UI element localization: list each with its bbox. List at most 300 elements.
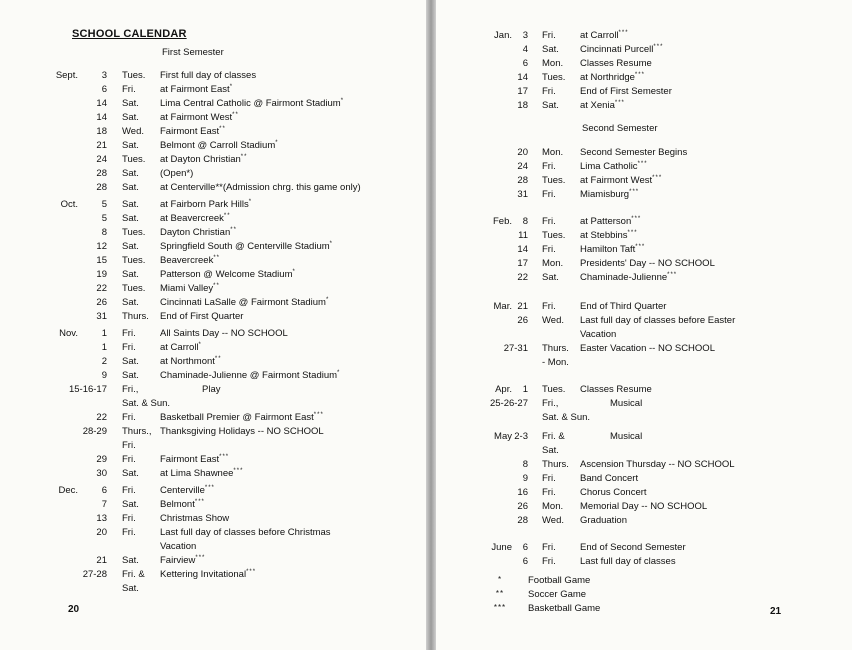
row-event-text: Last full day of classes before Easter [580,315,736,326]
row-weekday: Sat. [122,241,139,252]
row-event-text: Dayton Christian [160,227,231,238]
row-weekday: Sat. [122,269,139,280]
row-event [160,112,239,123]
row-weekday: Fri. [542,556,556,567]
row-event-text: Hamilton Taft [580,244,636,255]
page-number-right: 21 [770,606,782,617]
row-weekday: Sat. [542,100,559,111]
row-day: 26 [517,501,528,512]
row-day: 15 [96,255,107,266]
row-day: 17 [517,258,528,269]
row-day: 17 [517,86,528,97]
row-event [160,499,205,510]
row-event-text: End of Third Quarter [580,301,667,312]
row-day: 21 [96,555,107,566]
row-weekday: Sat. [122,499,139,510]
row-event-text: at Fairmont West [160,112,233,123]
row-day: 28 [96,182,107,193]
row-event [580,147,687,158]
row-day: 29 [96,454,107,465]
row-month: Jan. [494,30,512,41]
row-event-text: Patterson @ Welcome Stadium [160,269,293,280]
row-event [580,86,672,97]
row-day: 21 [517,301,528,312]
row-weekday: Tues. [122,255,146,266]
row-event-text: Cincinnati Purcell [580,44,654,55]
row-event-text: Chorus Concert [580,487,647,498]
row-event-text: Thanksgiving Holidays -- NO SCHOOL [160,426,324,437]
row-event [580,315,735,326]
row-event [160,513,229,524]
game-type-marker: *** [195,555,206,561]
row-event [160,541,196,552]
row-event [160,283,220,294]
row-month: Feb. [492,216,512,227]
row-day: 3 [101,70,107,81]
row-day: 24 [96,154,107,165]
row-event-text: Miamisburg [580,189,630,200]
row-day: 1 [101,342,107,353]
row-event [160,485,215,496]
legend-symbol: * [497,575,503,584]
row-event-text: at Lima Shawnee [160,468,234,479]
row-event [610,398,642,409]
row-event [580,343,715,354]
row-day: 28-29 [82,426,107,437]
row-event-text: at Fairborn Park Hills [160,199,249,210]
row-event-text: Lima Central Catholic @ Fairmont Stadium [160,98,341,109]
row-day: 1 [101,328,107,339]
row-weekday: Sat. [542,44,559,55]
row-weekday: Tues. [122,227,146,238]
row-weekday: Fri. [542,301,556,312]
row-weekday: Tues. [542,72,566,83]
row-event-text: Musical [610,398,643,409]
row-event [580,459,735,470]
row-day: 5 [101,199,107,210]
row-event-text: Kettering Invitational [160,569,247,580]
row-day: 7 [101,499,107,510]
row-event-text: End of First Semester [580,86,672,97]
row-day: 14 [517,72,528,83]
row-weekday: Sat. & Sun. [122,398,171,409]
row-event-text: End of Second Semester [580,542,686,553]
row-weekday: Fri. & [542,431,565,442]
row-weekday: Thurs. [122,311,149,322]
row-event [580,44,663,55]
row-event [160,370,340,381]
row-day: 20 [96,527,107,538]
row-weekday: Thurs. [542,459,569,470]
row-weekday: Fri. [122,454,136,465]
row-day: 28 [517,515,528,526]
row-weekday: Fri. [542,86,556,97]
page-number-left: 20 [68,604,80,615]
row-weekday: Fri. & [122,569,145,580]
row-weekday: Sat. [122,199,139,210]
row-event-text: Cincinnati LaSalle @ Fairmont Stadium [160,297,326,308]
row-day: 2-3 [514,431,528,442]
row-weekday: Sat. [122,168,139,179]
game-type-marker: *** [635,244,646,250]
game-type-marker: ** [230,227,237,233]
row-event-text: Beavercreek [160,255,214,266]
row-event-text: Vacation [580,329,617,340]
row-event [580,161,648,172]
row-event-text: Chaminade-Julienne @ Fairmont Stadium [160,370,338,381]
row-day: 27-31 [503,343,528,354]
game-type-marker: ** [223,213,231,219]
semester-heading-second: Second Semester [582,123,658,134]
row-event [580,473,638,484]
row-day: 14 [96,98,107,109]
row-day: 12 [96,241,107,252]
row-day: 6 [101,84,107,95]
game-type-marker: *** [634,72,645,78]
row-event [160,328,288,339]
row-event-text: Classes Resume [580,384,652,395]
row-day: 1 [522,384,528,395]
row-event [610,431,642,442]
row-weekday: Tues. [122,283,146,294]
row-day: 27-28 [82,569,107,580]
row-event-text: All Saints Day -- NO SCHOOL [160,328,288,339]
semester-heading-first: First Semester [162,47,224,58]
row-day: 6 [522,542,528,553]
row-event [160,140,279,151]
row-weekday: Mon. [542,58,564,69]
row-weekday: Sat. [122,555,139,566]
row-day: 9 [522,473,528,484]
row-day: 5 [101,213,107,224]
row-event [160,412,324,423]
row-weekday: Wed. [542,315,565,326]
row-month: May [494,431,512,442]
row-event [160,426,324,437]
row-event-text: End of First Quarter [160,311,244,322]
row-event [160,356,222,367]
game-type-marker: * [325,297,330,303]
row-month: Oct. [60,199,78,210]
row-day: 26 [96,297,107,308]
row-event-text: Band Concert [580,473,639,484]
legend-item [480,575,680,588]
row-weekday: Fri. [122,513,136,524]
row-event [580,230,638,241]
row-weekday: Tues. [542,384,566,395]
row-event-text: Presidents' Day -- NO SCHOOL [580,258,715,269]
row-day: 18 [517,100,528,111]
game-type-marker: ** [213,255,221,261]
row-event [580,272,677,283]
row-weekday: Tues. [122,154,146,165]
legend-label: Football Game [528,575,591,586]
row-weekday: Sat. [122,297,139,308]
row-event-text: Last full day of classes before Christmas [160,527,331,538]
row-event-text: at Xenia [580,100,615,111]
row-event [580,175,662,186]
row-weekday: Tues. [542,230,566,241]
row-day: 24 [517,161,528,172]
row-event-text: at Patterson [580,216,632,227]
row-weekday: Fri. [122,412,136,423]
row-day: 8 [522,459,528,470]
row-event-text: at Carroll [160,342,199,353]
row-day: 8 [522,216,528,227]
row-day: 6 [522,556,528,567]
row-event-text: at Stebbins [580,230,628,241]
row-event [580,301,666,312]
row-weekday: Wed. [542,515,565,526]
game-type-marker: * [198,342,202,348]
row-day: 21 [96,140,107,151]
legend-label: Soccer Game [528,589,587,600]
row-event-text: Memorial Day -- NO SCHOOL [580,501,708,512]
row-event [580,30,629,41]
row-day: 26 [517,315,528,326]
row-event [580,216,641,227]
right-page [436,0,852,650]
game-type-marker: * [337,370,341,376]
row-event-text: Easter Vacation -- NO SCHOOL [580,343,715,354]
row-weekday: Fri. [542,30,556,41]
row-event [160,468,243,479]
row-event [160,555,205,566]
row-weekday: Fri. [542,542,556,553]
game-type-marker: *** [204,485,215,491]
row-day: 19 [96,269,107,280]
legend-label: Basketball Game [528,603,601,614]
row-event-text: Basketball Premier @ Fairmont East [160,412,314,423]
row-weekday: Fri., [542,398,559,409]
row-event [160,454,229,465]
row-event-text: Belmont @ Carroll Stadium [160,140,276,151]
game-type-marker: * [329,241,333,247]
game-type-marker: *** [233,468,244,474]
row-weekday: Fri. [122,84,136,95]
game-type-marker: ** [219,126,226,132]
row-event-text: Second Semester Begins [580,147,688,158]
row-event [160,98,344,109]
row-weekday: Sat. [122,468,139,479]
row-event-text: First full day of classes [160,70,257,81]
row-weekday: Fri. [122,328,136,339]
game-type-marker: *** [627,230,638,236]
row-day: 9 [101,370,107,381]
row-weekday: Mon. [542,258,564,269]
row-day: 3 [522,30,528,41]
row-weekday: Fri. [122,440,136,451]
row-weekday: Sat. [122,112,139,123]
game-type-marker: * [275,140,279,146]
row-day: 18 [96,126,107,137]
legend-item [480,589,680,602]
row-event-text: Classes Resume [580,58,652,69]
game-type-marker: *** [667,272,678,278]
game-type-marker: ** [214,356,222,362]
row-event [580,58,652,69]
row-weekday: Sat. [122,213,139,224]
row-weekday: Fri. [122,485,136,496]
row-event [580,542,686,553]
row-day: 4 [522,44,528,55]
row-weekday: Sat. [122,370,139,381]
row-event-text: Fairmont East [160,454,220,465]
game-type-marker: *** [629,189,640,195]
row-event-text: (Open*) [160,168,194,179]
row-weekday: Tues. [122,70,146,81]
row-day: 6 [522,58,528,69]
row-event [160,168,193,179]
row-day: 31 [96,311,107,322]
game-type-marker: * [292,269,296,275]
row-event-text: at Northmont [160,356,215,367]
row-day: 13 [96,513,107,524]
row-event [160,241,333,252]
row-event [160,311,243,322]
row-month: June [491,542,512,553]
game-type-marker: * [248,199,253,205]
row-day: 6 [101,485,107,496]
row-weekday: Fri. [542,244,556,255]
row-event-text: Lima Catholic [580,161,638,172]
row-day: 11 [518,230,528,241]
row-event [160,297,329,308]
game-type-marker: ** [240,154,248,160]
row-day: 30 [96,468,107,479]
row-day: 25-26-27 [489,398,528,409]
row-day: 22 [96,283,107,294]
calendar-title: SCHOOL CALENDAR [72,28,187,40]
row-event-text: Fairview [160,555,196,566]
row-weekday: Sat. & Sun. [542,412,591,423]
row-event-text: Belmont [160,499,195,510]
row-day: 20 [517,147,528,158]
row-event [160,527,331,538]
row-event-text: Christmas Show [160,513,230,524]
row-event [580,501,707,512]
row-weekday: Fri. [542,161,556,172]
row-weekday: Sat. [122,140,139,151]
row-event [160,154,247,165]
game-type-marker: * [340,98,345,104]
row-weekday: - Mon. [542,357,569,368]
row-weekday: Sat. [122,98,139,109]
row-weekday: Thurs., [122,426,152,437]
legend-symbol: *** [493,603,507,612]
row-event [160,269,296,280]
row-weekday: Thurs. [542,343,569,354]
row-day: 28 [517,175,528,186]
row-event [580,487,647,498]
row-event [580,515,627,526]
row-month: Mar. [493,301,512,312]
row-weekday: Sat. [542,445,559,456]
row-month: Dec. [58,485,78,496]
row-event-text: Miami Valley [160,283,214,294]
row-event-text: at Fairmont East [160,84,230,95]
legend-item [480,603,680,616]
game-type-marker: *** [313,412,324,418]
row-event [580,244,645,255]
row-day: 14 [517,244,528,255]
row-event [580,100,625,111]
row-event-text: Musical [610,431,643,442]
row-weekday: Mon. [542,501,564,512]
row-event [580,384,652,395]
row-day: 22 [96,412,107,423]
row-day: 22 [517,272,528,283]
row-event-text: at Northridge [580,72,635,83]
game-type-marker: *** [631,216,642,222]
row-month: Sept. [55,70,78,81]
row-month: Apr. [495,384,512,395]
row-event-text: Centerville [160,485,205,496]
game-type-marker: *** [652,175,663,181]
game-type-marker: ** [213,283,220,289]
game-type-marker: *** [246,569,257,575]
row-weekday: Fri. [122,342,136,353]
row-weekday: Sat. [122,583,139,594]
row-weekday: Fri. [542,189,556,200]
row-event [580,189,639,200]
row-event [160,84,233,95]
book-gutter [426,0,436,650]
row-event [202,384,220,395]
game-type-marker: *** [194,499,205,505]
row-event [580,556,676,567]
row-weekday: Fri. [122,527,136,538]
row-event-text: Last full day of classes [580,556,676,567]
legend-symbol: ** [495,589,505,598]
row-event [160,255,220,266]
row-event [580,258,715,269]
row-weekday: Fri., [122,384,139,395]
row-event-text: Chaminade-Julienne [580,272,668,283]
row-event [160,199,252,210]
row-event-text: Fairmont East [160,126,220,137]
row-event-text: at Dayton Christian [160,154,241,165]
game-type-marker: *** [618,30,629,36]
row-event [160,569,256,580]
game-type-marker: * [229,84,234,90]
row-event [160,126,226,137]
row-event-text: at Beavercreek [160,213,224,224]
row-event-text: at Carroll [580,30,619,41]
row-event [580,72,645,83]
row-event [160,227,237,238]
row-event-text: Springfield South @ Centerville Stadium [160,241,330,252]
row-weekday: Fri. [542,487,556,498]
row-day: 14 [96,112,107,123]
row-event [160,182,361,193]
row-event [160,70,256,81]
row-day: 8 [101,227,107,238]
row-event-text: Play [202,384,221,395]
row-month: Nov. [59,328,78,339]
game-type-marker: ** [232,112,239,118]
row-event [580,329,616,340]
row-day: 31 [517,189,528,200]
row-event [160,342,202,353]
row-weekday: Sat. [122,356,139,367]
row-event-text: Ascension Thursday -- NO SCHOOL [580,459,735,470]
row-weekday: Tues. [542,175,566,186]
game-type-marker: *** [219,454,230,460]
row-event-text: at Fairmont West [580,175,653,186]
row-event [160,213,231,224]
row-day: 28 [96,168,107,179]
